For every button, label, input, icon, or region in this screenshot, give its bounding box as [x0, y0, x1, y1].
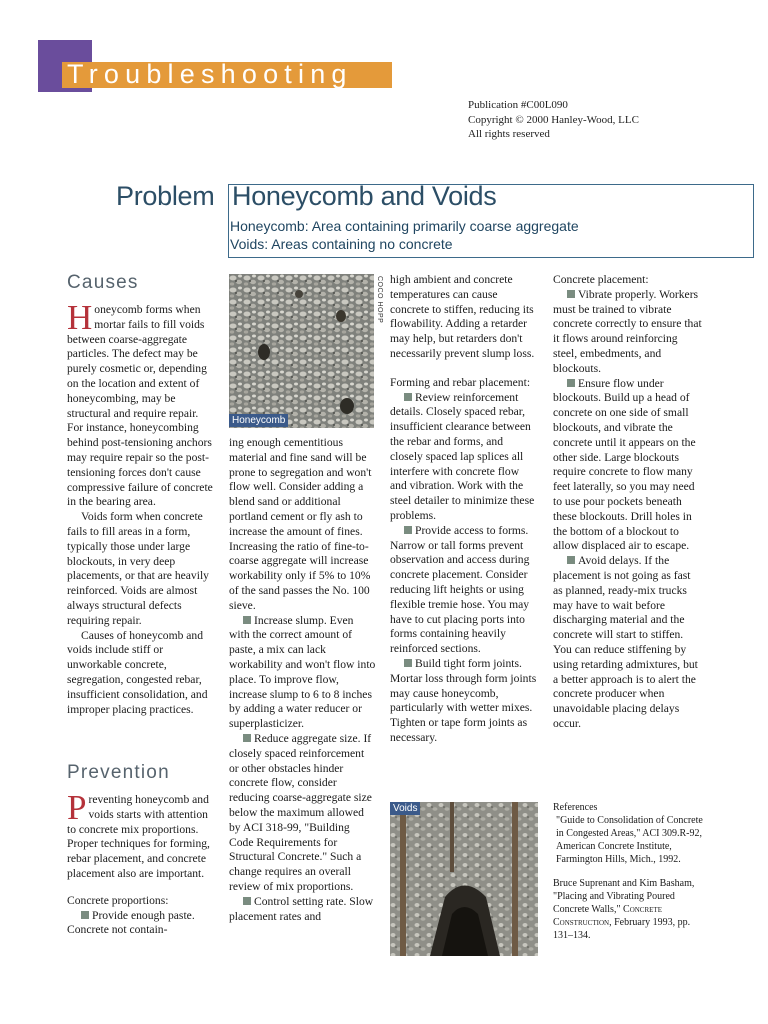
drop-cap-p: P: [67, 788, 87, 827]
bullet-provide-access: Provide access to forms. Narrow or tall forms prevent observation and access during concrete placement. Consider reducing lift heights or using flexible tremie hose. You may have to cut placing ports into forms containing heavily reinforced sections.: [390, 523, 530, 656]
bullet-build-tight-joints: Build tight form joints. Mortar loss through form joints may cause honeycomb, particularly with wetter mixes. Tighten or tape form joints as necessary.: [390, 656, 537, 744]
honeycomb-photo-label: Honeycomb: [229, 414, 288, 427]
bullet-square-icon: [243, 616, 251, 624]
bullet-ensure-flow: Ensure flow under blockouts. Build up a head of concrete on one side of small blockouts, and vibrate the concrete until it appears on the other side. Large blockouts require concrete to flow many feet laterally, so you may need to use pour pockets beneath these blockouts. Drill holes in the bottom of a blockout to allow displaced air to escape.: [553, 376, 696, 553]
prevention-text: [67, 788, 214, 938]
publication-rights: All rights reserved: [468, 128, 550, 140]
prevention-paragraph-1: Preventing honeycomb and voids starts with attention to concrete mix proportions. Proper techniques for forming, rebar placement, and concrete placement also are important.: [67, 788, 210, 880]
bullet-provide-paste: Provide enough paste. Concrete not contain-: [67, 908, 195, 937]
honeycomb-texture: [229, 274, 374, 428]
column-2-text: [229, 436, 376, 924]
voids-photo-label: Voids: [390, 802, 420, 815]
banner-title: Troubleshooting: [67, 59, 353, 89]
photo-credit: COCO HOPP: [376, 276, 383, 324]
concrete-proportions-subhead: Concrete proportions:: [67, 893, 169, 907]
causes-text: [67, 298, 214, 717]
publication-copyright: Copyright © 2000 Hanley-Wood, LLC: [468, 113, 639, 126]
bullet-square-icon: [243, 734, 251, 742]
forming-rebar-subhead: Forming and rebar placement:: [390, 375, 531, 389]
col3-paragraph-1: high ambient and concrete temperatures can cause concrete to stiffen, reducing its flowability. Adding a retarder may help, but retarders don't necessarily prevent slump loss.: [390, 273, 535, 360]
col2-paragraph-1: ing enough cementitious material and fine sand will be prone to segregation and won't flow well. Consider adding a blend sand or additional portland cement or fly ash to increase the amount of fines. Increasing the ratio of fine-to-coarse aggregate will increase workability only if 5% to 10% of the sand passes the No. 100 sieve.: [229, 436, 372, 612]
references-heading: References: [553, 802, 598, 813]
concrete-placement-subhead: Concrete placement:: [553, 273, 649, 286]
reference-2: Bruce Suprenant and Kim Basham, "Placing and Vibrating Poured Concrete Walls," Concrete Construction, February 1993, pp. 131–134.: [553, 878, 695, 941]
bullet-reduce-aggregate: Reduce aggregate size. If closely spaced reinforcement or other obstacles hinder concrete flow, consider reducing coarse-aggregate size below the maximum allowed by ACI 318-99, "Building Code Requirements for Structural Concrete." Such a change requires an overall review of mix proportions.: [229, 731, 372, 893]
bullet-square-icon: [404, 393, 412, 401]
publication-number: Publication #C00L090: [468, 99, 568, 111]
bullet-avoid-delays: Avoid delays. If the placement is not going as fast as planned, ready-mix trucks may have to wait before discharging material and the concrete will start to stiffen. You can reduce stiffening by using retarding admixtures, but a better approach is to alert the concrete producer when unavoidable placing delays occur.: [553, 554, 698, 730]
bullet-square-icon: [404, 659, 412, 667]
column-3-text: [390, 273, 538, 746]
causes-heading: Causes: [67, 272, 139, 293]
bullet-control-setting: Control setting rate. Slow placement rates and: [229, 894, 374, 923]
bullet-vibrate-properly: Vibrate properly. Workers must be trained to vibrate concrete correctly to ensure that it flows around reinforcing steel, embedments, and blockouts.: [553, 287, 702, 375]
references: [553, 801, 705, 942]
bullet-square-icon: [81, 911, 89, 919]
problem-definition-voids: Voids: Areas containing no concrete: [230, 236, 453, 252]
problem-definition-honeycomb: Honeycomb: Area containing primarily coarse aggregate: [230, 218, 579, 234]
reference-1: "Guide to Consolidation of Concrete in Congested Areas," ACI 309.R-92, American Concrete Institute, Farmington Hills, Mich., 1992.: [556, 815, 703, 865]
honeycomb-photo: [229, 274, 374, 428]
bullet-increase-slump: Increase slump. Even with the correct amount of paste, a mix can lack workability and won't flow into place. To improve flow, increase slump to 6 to 8 inches by adding a water reducer or superplasticizer.: [229, 613, 376, 731]
voids-texture: [390, 802, 538, 956]
bullet-square-icon: [567, 556, 575, 564]
bullet-square-icon: [567, 379, 575, 387]
bullet-square-icon: [404, 526, 412, 534]
causes-paragraph-3: Causes of honeycomb and voids include stiff or unworkable concrete, segregation, congested rebar, insufficient consolidation, and improper placing practices.: [67, 628, 208, 716]
causes-paragraph-2: Voids form when concrete fails to fill areas in a form, typically those under large blockouts, in very deep placements, or that are heavily reinforced. Voids are almost always structural defects requiring repair.: [67, 510, 209, 627]
column-4-text: [553, 273, 703, 732]
bullet-review-reinforcement: Review reinforcement details. Closely spaced rebar, insufficient clearance between the rebar and forms, and closely spaced lap splices all interfere with concrete flow and vibration. Work with the steel detailer to minimize these problems.: [390, 390, 535, 522]
bullet-square-icon: [567, 290, 575, 298]
problem-label: Problem: [116, 181, 215, 211]
problem-title: Honeycomb and Voids: [232, 181, 497, 211]
causes-paragraph-1: Honeycomb forms when mortar fails to fill voids between coarse-aggregate particles. The defect may be purely cosmetic or, depending on the location and extent of honeycombing, may be structural and require repair. For instance, honeycombing behind post-tensioning anchors may require repair so the post-tensioning forces don't cause compressive failure of concrete in the bearing area.: [67, 298, 213, 509]
publication-info: [468, 98, 639, 142]
voids-photo: [390, 802, 538, 956]
drop-cap-h: H: [67, 298, 93, 337]
bullet-square-icon: [243, 897, 251, 905]
prevention-heading: Prevention: [67, 762, 170, 783]
